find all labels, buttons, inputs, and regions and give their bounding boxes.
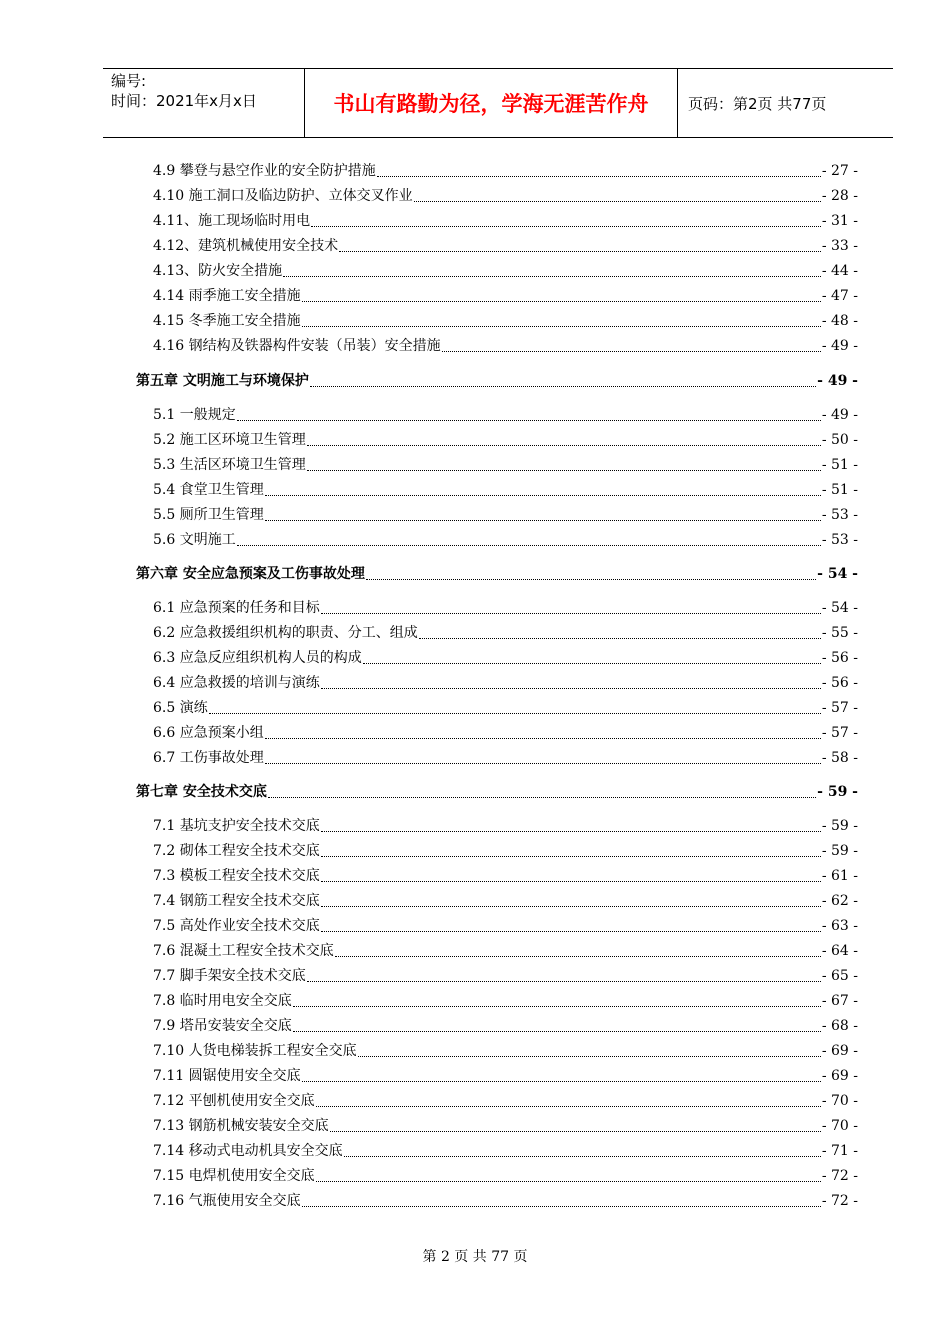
toc-entry-page: - 57 - bbox=[821, 700, 858, 716]
toc-entry-title: 5.3 生活区环境卫生管理 bbox=[153, 457, 306, 473]
page-footer: 第 2 页 共 77 页 bbox=[422, 1249, 528, 1265]
toc-entry-row[interactable] bbox=[153, 991, 858, 1011]
page-header bbox=[103, 68, 893, 138]
toc-entry-title: 6.7 工伤事故处理 bbox=[153, 750, 264, 766]
dot-leader bbox=[237, 419, 821, 421]
toc-entry-title: 6.4 应急救援的培训与演练 bbox=[153, 675, 320, 691]
toc-entry-page: - 55 - bbox=[821, 625, 858, 641]
toc-entry-row[interactable] bbox=[153, 673, 858, 693]
dot-leader bbox=[316, 1105, 821, 1107]
toc-entry-title: 7.12 平刨机使用安全交底 bbox=[153, 1093, 315, 1109]
dot-leader bbox=[265, 519, 821, 521]
toc-entry-row[interactable] bbox=[153, 530, 858, 550]
dot-leader bbox=[316, 1180, 821, 1182]
dot-leader bbox=[311, 225, 821, 227]
toc-entry-row[interactable] bbox=[153, 1166, 858, 1186]
toc-entry-title: 5.4 食堂卫生管理 bbox=[153, 482, 264, 498]
toc-entry-page: - 59 - bbox=[821, 818, 858, 834]
toc-entry-row[interactable] bbox=[153, 211, 858, 231]
toc-entry-row[interactable] bbox=[153, 866, 858, 886]
toc-entry-page: - 33 - bbox=[821, 238, 858, 254]
toc-entry-row[interactable] bbox=[153, 1091, 858, 1111]
dot-leader bbox=[377, 175, 821, 177]
toc-entry-title: 7.9 塔吊安装安全交底 bbox=[153, 1018, 292, 1034]
dot-leader bbox=[321, 930, 821, 932]
dot-leader bbox=[209, 712, 821, 714]
dot-leader bbox=[321, 830, 821, 832]
toc-entry-page: - 65 - bbox=[821, 968, 858, 984]
toc-chapter-row[interactable] bbox=[136, 782, 858, 802]
toc-entry-page: - 51 - bbox=[821, 482, 858, 498]
toc-entry-row[interactable] bbox=[153, 1041, 858, 1061]
dot-leader bbox=[268, 796, 816, 798]
toc-entry-page: - 54 - bbox=[817, 566, 858, 582]
dot-leader bbox=[302, 300, 821, 302]
dot-leader bbox=[302, 325, 821, 327]
dot-leader bbox=[321, 905, 821, 907]
toc-entry-row[interactable] bbox=[153, 1141, 858, 1161]
toc-entry-title: 7.7 脚手架安全技术交底 bbox=[153, 968, 306, 984]
dot-leader bbox=[307, 980, 821, 982]
toc-entry-title: 7.14 移动式电动机具安全交底 bbox=[153, 1143, 343, 1159]
toc-entry-row[interactable] bbox=[153, 598, 858, 618]
toc-entry-page: - 56 - bbox=[821, 675, 858, 691]
toc-entry-row[interactable] bbox=[153, 455, 858, 475]
toc-entry-page: - 61 - bbox=[821, 868, 858, 884]
toc-entry-page: - 27 - bbox=[821, 163, 858, 179]
dot-leader bbox=[321, 612, 821, 614]
toc-entry-title: 6.1 应急预案的任务和目标 bbox=[153, 600, 320, 616]
toc-entry-page: - 63 - bbox=[821, 918, 858, 934]
dot-leader bbox=[363, 662, 821, 664]
dot-leader bbox=[321, 855, 821, 857]
toc-entry-page: - 69 - bbox=[821, 1043, 858, 1059]
toc-entry-title: 4.9 攀登与悬空作业的安全防护措施 bbox=[153, 163, 376, 179]
toc-entry-page: - 50 - bbox=[821, 432, 858, 448]
toc-entry-page: - 44 - bbox=[821, 263, 858, 279]
toc-entry-title: 5.6 文明施工 bbox=[153, 532, 236, 548]
dot-leader bbox=[265, 762, 821, 764]
toc-entry-title: 第六章 安全应急预案及工伤事故处理 bbox=[136, 566, 365, 582]
toc-entry-title: 6.6 应急预案小组 bbox=[153, 725, 264, 741]
dot-leader bbox=[302, 1205, 821, 1207]
toc-entry-page: - 54 - bbox=[821, 600, 858, 616]
toc-chapter-row[interactable] bbox=[136, 564, 858, 584]
toc-entry-page: - 70 - bbox=[821, 1093, 858, 1109]
toc-entry-title: 5.2 施工区环境卫生管理 bbox=[153, 432, 306, 448]
dot-leader bbox=[302, 1080, 821, 1082]
toc-entry-title: 4.10 施工洞口及临边防护、立体交叉作业 bbox=[153, 188, 413, 204]
toc-entry-page: - 28 - bbox=[821, 188, 858, 204]
toc-entry-row[interactable] bbox=[153, 623, 858, 643]
dot-leader bbox=[265, 737, 821, 739]
toc-entry-page: - 57 - bbox=[821, 725, 858, 741]
toc-entry-row[interactable] bbox=[153, 966, 858, 986]
toc-entry-page: - 59 - bbox=[821, 843, 858, 859]
toc-entry-row[interactable] bbox=[153, 480, 858, 500]
toc-entry-title: 5.5 厕所卫生管理 bbox=[153, 507, 264, 523]
toc-entry-row[interactable] bbox=[153, 1191, 858, 1211]
dot-leader bbox=[414, 200, 821, 202]
toc-entry-row[interactable] bbox=[153, 648, 858, 668]
toc-entry-page: - 49 - bbox=[821, 407, 858, 423]
toc-entry-title: 7.10 人货电梯装拆工程安全交底 bbox=[153, 1043, 357, 1059]
dot-leader bbox=[330, 1130, 821, 1132]
toc-entry-page: - 69 - bbox=[821, 1068, 858, 1084]
dot-leader bbox=[237, 544, 821, 546]
toc-entry-row[interactable] bbox=[153, 286, 858, 306]
header-time-label: 时间：2021年x月x日 bbox=[111, 92, 257, 110]
toc-entry-page: - 62 - bbox=[821, 893, 858, 909]
dot-leader bbox=[366, 578, 816, 580]
toc-entry-row[interactable] bbox=[153, 698, 858, 718]
toc-entry-page: - 72 - bbox=[821, 1193, 858, 1209]
toc-entry-row[interactable] bbox=[153, 336, 858, 356]
dot-leader bbox=[442, 350, 821, 352]
header-meta bbox=[103, 69, 304, 137]
toc-entry-page: - 70 - bbox=[821, 1118, 858, 1134]
toc-entry-title: 7.4 钢筋工程安全技术交底 bbox=[153, 893, 320, 909]
toc-entry-page: - 49 - bbox=[821, 338, 858, 354]
header-motto: 书山有路勤为径，学海无涯苦作舟 bbox=[304, 69, 678, 137]
toc-entry-page: - 53 - bbox=[821, 532, 858, 548]
toc-entry-title: 4.13、防火安全措施 bbox=[153, 263, 283, 279]
toc-entry-row[interactable] bbox=[153, 236, 858, 256]
toc-entry-title: 7.2 砌体工程安全技术交底 bbox=[153, 843, 320, 859]
toc-entry-title: 7.1 基坑支护安全技术交底 bbox=[153, 818, 320, 834]
toc-entry-title: 7.8 临时用电安全交底 bbox=[153, 993, 292, 1009]
toc-entry-page: - 58 - bbox=[821, 750, 858, 766]
toc-entry-row[interactable] bbox=[153, 891, 858, 911]
toc-entry-row[interactable] bbox=[153, 941, 858, 961]
toc-entry-page: - 56 - bbox=[821, 650, 858, 666]
dot-leader bbox=[265, 494, 821, 496]
toc-entry-row[interactable] bbox=[153, 405, 858, 425]
dot-leader bbox=[419, 637, 821, 639]
toc-entry-page: - 72 - bbox=[821, 1168, 858, 1184]
header-page-info: 页码：第2页 共77页 bbox=[688, 94, 827, 113]
toc-entry-page: - 71 - bbox=[821, 1143, 858, 1159]
toc-entry-title: 6.3 应急反应组织机构人员的构成 bbox=[153, 650, 362, 666]
toc-entry-row[interactable] bbox=[153, 723, 858, 743]
dot-leader bbox=[293, 1005, 821, 1007]
toc-entry-title: 4.12、建筑机械使用安全技术 bbox=[153, 238, 339, 254]
dot-leader bbox=[339, 250, 821, 252]
toc-entry-row[interactable] bbox=[153, 1016, 858, 1036]
toc-entry-row[interactable] bbox=[153, 1066, 858, 1086]
toc-entry-title: 4.15 冬季施工安全措施 bbox=[153, 313, 301, 329]
toc-entry-title: 7.13 钢筋机械安装安全交底 bbox=[153, 1118, 329, 1134]
toc-entry-title: 4.11、施工现场临时用电 bbox=[153, 213, 311, 229]
dot-leader bbox=[283, 275, 821, 277]
dot-leader bbox=[335, 955, 821, 957]
toc-entry-row[interactable] bbox=[153, 430, 858, 450]
toc-entry-title: 4.14 雨季施工安全措施 bbox=[153, 288, 301, 304]
toc-entry-page: - 47 - bbox=[821, 288, 858, 304]
toc-entry-page: - 49 - bbox=[817, 373, 858, 389]
toc-entry-row[interactable] bbox=[153, 1116, 858, 1136]
dot-leader bbox=[358, 1055, 821, 1057]
toc-entry-page: - 53 - bbox=[821, 507, 858, 523]
dot-leader bbox=[321, 687, 821, 689]
toc-entry-row[interactable] bbox=[153, 505, 858, 525]
toc-entry-page: - 64 - bbox=[821, 943, 858, 959]
toc-entry-row[interactable] bbox=[153, 816, 858, 836]
toc-entry-title: 5.1 一般规定 bbox=[153, 407, 236, 423]
toc-entry-title: 第七章 安全技术交底 bbox=[136, 784, 267, 800]
toc-entry-title: 7.11 圆锯使用安全交底 bbox=[153, 1068, 301, 1084]
toc-entry-row[interactable] bbox=[153, 748, 858, 768]
toc-entry-row[interactable] bbox=[153, 186, 858, 206]
toc-entry-title: 7.5 高处作业安全技术交底 bbox=[153, 918, 320, 934]
toc-entry-title: 6.2 应急救援组织机构的职责、分工、组成 bbox=[153, 625, 418, 641]
dot-leader bbox=[307, 469, 821, 471]
dot-leader bbox=[310, 385, 816, 387]
toc-entry-title: 4.16 钢结构及铁器构件安装（吊装）安全措施 bbox=[153, 338, 441, 354]
toc-entry-page: - 51 - bbox=[821, 457, 858, 473]
dot-leader bbox=[321, 880, 821, 882]
toc-entry-row[interactable] bbox=[153, 841, 858, 861]
toc-entry-row[interactable] bbox=[153, 261, 858, 281]
toc-entry-row[interactable] bbox=[153, 916, 858, 936]
toc-entry-page: - 59 - bbox=[817, 784, 858, 800]
dot-leader bbox=[307, 444, 821, 446]
toc-entry-title: 第五章 文明施工与环境保护 bbox=[136, 373, 309, 389]
toc-entry-page: - 31 - bbox=[821, 213, 858, 229]
toc-entry-title: 7.3 模板工程安全技术交底 bbox=[153, 868, 320, 884]
toc-entry-title: 7.6 混凝土工程安全技术交底 bbox=[153, 943, 334, 959]
dot-leader bbox=[293, 1030, 821, 1032]
toc-entry-title: 7.16 气瓶使用安全交底 bbox=[153, 1193, 301, 1209]
toc-entry-title: 7.15 电焊机使用安全交底 bbox=[153, 1168, 315, 1184]
dot-leader bbox=[344, 1155, 821, 1157]
toc-entry-page: - 68 - bbox=[821, 1018, 858, 1034]
toc-entry-row[interactable] bbox=[153, 311, 858, 331]
toc-chapter-row[interactable] bbox=[136, 371, 858, 391]
toc-entry-row[interactable] bbox=[153, 161, 858, 181]
toc-entry-title: 6.5 演练 bbox=[153, 700, 208, 716]
header-number-label: 编号: bbox=[111, 72, 147, 90]
toc-entry-page: - 48 - bbox=[821, 313, 858, 329]
toc-entry-page: - 67 - bbox=[821, 993, 858, 1009]
